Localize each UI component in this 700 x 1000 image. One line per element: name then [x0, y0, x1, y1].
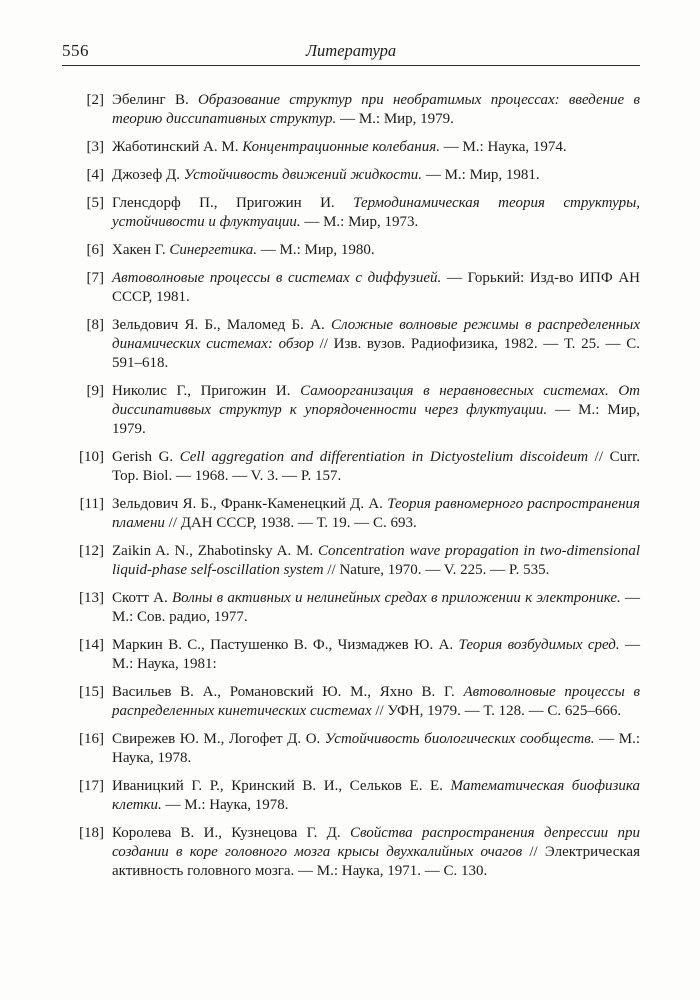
reference-number: [15] [79, 684, 104, 700]
reference-item [62, 730, 640, 768]
reference-item [62, 316, 640, 373]
reference-number: [13] [79, 590, 104, 606]
reference-item [62, 495, 640, 533]
reference-text: Свирежев Ю. М., Логофет Д. О. Устойчивость биологических сообществ. — М.: Наука, 1978. [112, 731, 640, 766]
reference-item [62, 448, 640, 486]
reference-item [62, 194, 640, 232]
chapter-header-title: Литература [305, 41, 397, 60]
reference-item [62, 166, 640, 185]
running-head [62, 38, 640, 66]
reference-text: Маркин В. С., Пастушенко В. Ф., Чизмаджев Ю. А. Теория возбудимых сред. — М.: Наука, 1981: [112, 637, 641, 672]
reference-text: Хакен Г. Синергетика. — М.: Мир, 1980. [112, 242, 375, 258]
reference-number: [12] [79, 543, 104, 559]
reference-item [62, 589, 640, 627]
reference-text: Иваницкий Г. Р., Кринский В. И., Сельков Е. Е. Математическая биофизика клетки. — М.: Наука, 1978. [112, 778, 640, 813]
reference-text: Зельдович Я. Б., Маломед Б. А. Сложные волновые режимы в распределенных динамических системах: обзор // Изв. вузов. Радиофизика, 1982. — Т. 25. — С. 591–618. [112, 317, 640, 371]
reference-item [62, 269, 640, 307]
reference-item [62, 683, 640, 721]
reference-item [62, 636, 640, 674]
reference-item [62, 542, 640, 580]
reference-number: [16] [79, 731, 104, 747]
reference-item [62, 138, 640, 157]
reference-text: Жаботинский А. М. Концентрационные колебания. — М.: Наука, 1974. [112, 139, 567, 155]
reference-number: [4] [86, 167, 104, 183]
reference-list [62, 91, 640, 881]
reference-item [62, 777, 640, 815]
reference-number: [7] [86, 270, 104, 286]
reference-item [62, 382, 640, 439]
reference-text: Скотт А. Волны в активных и нелинейных средах в приложении к электронике. — М.: Сов. радио, 1977. [112, 590, 641, 625]
reference-number: [14] [79, 637, 104, 653]
reference-text: Васильев В. А., Романовский Ю. М., Яхно В. Г. Автоволновые процессы в распределенных кинетических системах // УФН, 1979. — Т. 128. — С. 625–666. [112, 684, 640, 719]
reference-number: [5] [86, 195, 104, 211]
reference-text: Автоволновые процессы в системах с диффузией. — Горький: Изд-во ИПФ АН СССР, 1981. [112, 270, 640, 305]
reference-number: [18] [79, 825, 104, 841]
reference-item [62, 241, 640, 260]
reference-text: Королева В. И., Кузнецова Г. Д. Свойства распространения депрессии при создании в коре головного мозга крысы двухкалийных очагов // Электрическая активность головного мозга. — М.: Наука, 1971. — С. 130. [112, 825, 640, 879]
reference-number: [8] [86, 317, 104, 333]
reference-item [62, 824, 640, 881]
reference-number: [9] [86, 383, 104, 399]
reference-number: [10] [79, 449, 104, 465]
reference-text: Гленсдорф П., Пригожин И. Термодинамическая теория структуры, устойчивости и флуктуации. — М.: Мир, 1973. [112, 195, 640, 230]
reference-number: [11] [79, 496, 104, 512]
reference-text: Зельдович Я. Б., Франк-Каменецкий Д. А. Теория равномерного распространения пламени // ДАН СССР, 1938. — Т. 19. — С. 693. [112, 496, 640, 531]
reference-number: [3] [86, 139, 104, 155]
reference-text: Эбелинг В. Образование структур при необратимых процессах: введение в теорию диссипативных структур. — М.: Мир, 1979. [112, 92, 640, 127]
reference-number: [6] [86, 242, 104, 258]
reference-text: Gerish G. Cell aggregation and differentiation in Dictyostelium discoideum // Curr. Top. Biol. — 1968. — V. 3. — P. 157. [112, 449, 640, 484]
reference-number: [2] [86, 92, 104, 108]
reference-text: Zaikin A. N., Zhabotinsky A. M. Concentration wave propagation in two-dimensional liquid-phase self-oscillation system // Nature, 1970. — V. 225. — P. 535. [112, 543, 641, 578]
reference-number: [17] [79, 778, 104, 794]
reference-item [62, 91, 640, 129]
page-number: 556 [62, 41, 89, 60]
reference-text: Николис Г., Пригожин И. Самоорганизация в неравновесных системах. От диссипативвых структур к упорядоченности через флуктуации. — М.: Мир, 1979. [112, 383, 641, 437]
reference-text: Джозеф Д. Устойчивость движений жидкости. — М.: Мир, 1981. [112, 167, 540, 183]
